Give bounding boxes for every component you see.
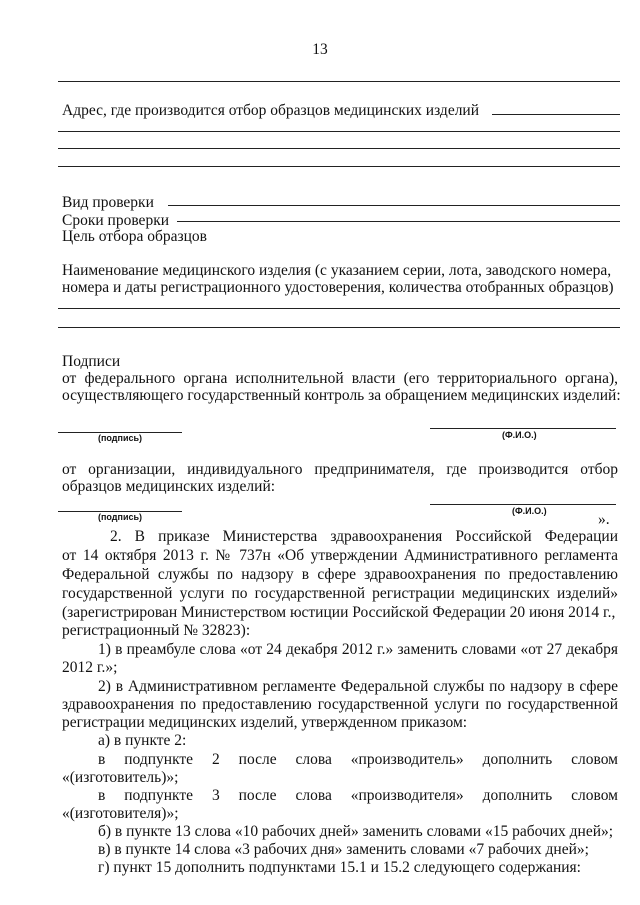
subitem-line: в подпункте 2 после слова «производитель» дополнить словом [98,751,618,768]
blank-line [58,131,620,132]
org-line: образцов медицинских изделий: [62,478,276,495]
fio-line [430,504,616,505]
subitem-line: «(изготовитель)»; [62,769,179,786]
fio-line [430,428,616,429]
subitem-line: в подпункте 3 после слова «производителя» дополнить словом [98,787,618,804]
device-name-line: номера и даты регистрационного удостоверения, количества отобранных образцов) [62,279,614,296]
blank-line [58,81,620,82]
signature-caption: (подпись) [98,512,143,522]
paragraph-line: государственной услуги по государственной регистрации медицинских изделий» [62,585,618,602]
signatures-heading: Подписи [62,353,121,370]
subitem-a: а) в пункте 2: [98,732,187,749]
fio-caption: (Ф.И.О.) [502,430,537,440]
paragraph-line: Федеральной службы по надзору в сфере здравоохранения по предоставлению [62,566,618,583]
blank-line [58,148,620,149]
paragraph-line: регистрационный № 32823): [62,622,251,639]
paragraph-line: 2. В приказе Министерства здравоохранения Российской Федерации [110,528,618,545]
inspection-type-label: Вид проверки [62,194,154,211]
signature-caption: (подпись) [98,433,143,443]
blank-line [58,166,620,167]
federal-line: от федерального органа исполнительной власти (его территориального органа), [62,370,618,387]
address-label: Адрес, где производится отбор образцов медицинских изделий [62,102,480,119]
item-line: 1) в преамбуле слова «от 24 декабря 2012 г.» заменить словами «от 27 декабря [98,641,618,658]
closing-quote: ». [598,511,610,528]
address-blank-line [492,114,620,115]
paragraph-line: (зарегистрирован Министерством юстиции Российской Федерации 20 июня 2014 г., [62,604,616,621]
inspection-type-blank-line [168,205,620,206]
page-number: 13 [312,41,328,58]
device-name-line: Наименование медицинского изделия (с указанием серии, лота, заводского номера, [62,262,612,279]
paragraph-line: от 14 октября 2013 г. № 737н «Об утверждении Административного регламента [62,547,618,564]
item-line: 2) в Административном регламенте Федеральной службы по надзору в сфере [98,678,618,695]
item-line: 2012 г.»; [62,659,118,676]
sampling-purpose-label: Цель отбора образцов [62,228,207,245]
blank-line [58,327,620,328]
subitem-v: в) в пункте 14 слова «3 рабочих дня» заменить словами «7 рабочих дней»; [98,841,589,858]
blank-line [58,308,620,309]
fio-caption: (Ф.И.О.) [512,506,547,516]
subitem-b: б) в пункте 13 слова «10 рабочих дней» заменить словами «15 рабочих дней»; [98,823,614,840]
subitem-line: «(изготовителя)»; [62,805,179,822]
org-line: от организации, индивидуального предпринимателя, где производится отбор [62,461,618,478]
item-line: здравоохранения по предоставлению государственной услуги по государственной [62,696,618,713]
item-line: регистрации медицинских изделий, утвержденном приказом: [62,714,468,731]
inspection-dates-blank-line [177,221,620,222]
subitem-g: г) пункт 15 дополнить подпунктами 15.1 и 15.2 следующего содержания: [98,859,581,876]
federal-line: осуществляющего государственный контроль за обращением медицинских изделий: [62,387,621,404]
inspection-dates-label: Сроки проверки [62,212,170,229]
